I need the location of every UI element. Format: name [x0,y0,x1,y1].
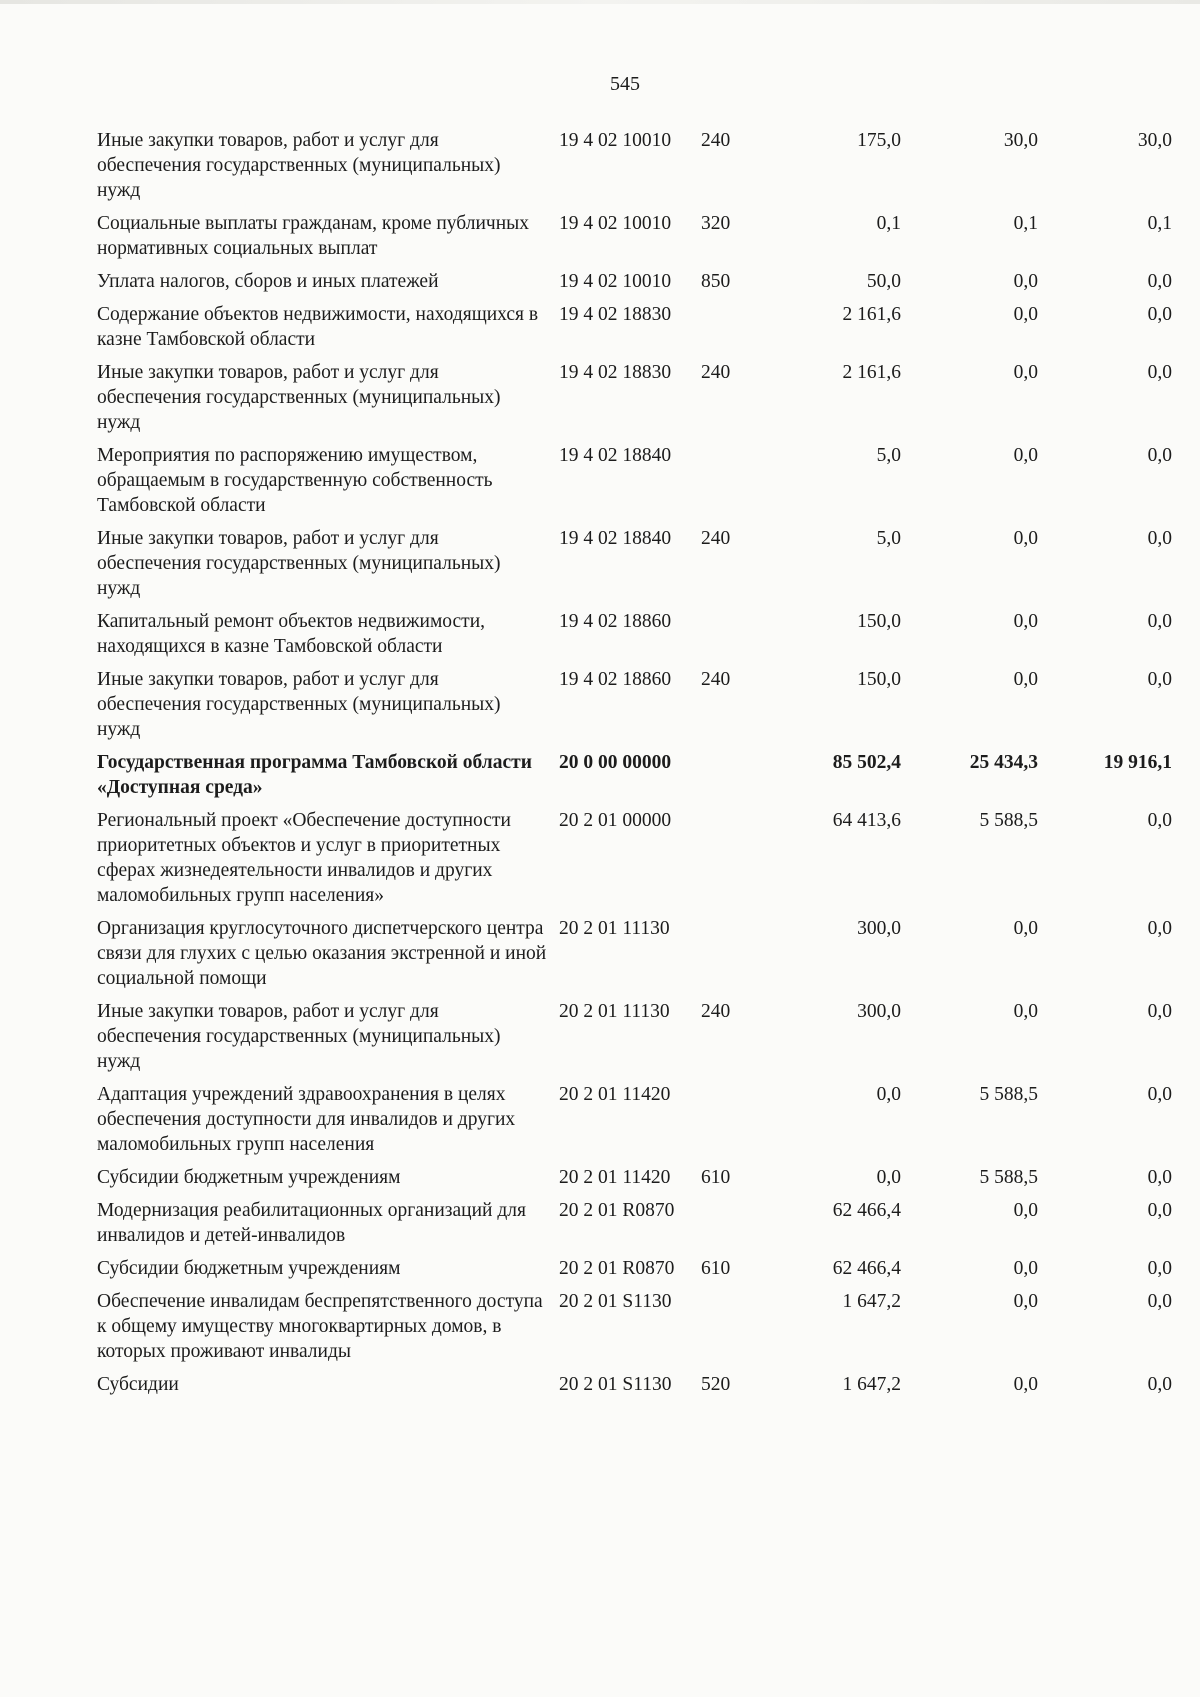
table-row [97,128,1172,211]
row-name: Уплата налогов, сборов и иных платежей [97,271,439,292]
row-target-article-code: 19 4 02 18840 [559,528,672,549]
row-expense-type-code: 850 [701,271,731,292]
row-amount-year-3: 0,0 [1147,1001,1172,1022]
row-expense-type-code: 520 [701,1374,731,1395]
row-name: Адаптация учреждений здравоохранения в целях обеспечения доступности для инвалидов и других маломобильных групп населения [97,1084,516,1155]
row-target-article-code: 19 4 02 10010 [559,213,672,234]
row-amount-year-1: 0,0 [876,1167,901,1188]
row-amount-year-1: 175,0 [857,130,901,151]
page-number: 545 [610,73,640,95]
row-name: Иные закупки товаров, работ и услуг для обеспечения государственных (муниципальных) нужд [97,528,501,599]
row-amount-year-1: 300,0 [857,1001,901,1022]
row-expense-type-code: 610 [701,1258,731,1279]
row-amount-year-1: 62 466,4 [832,1258,901,1279]
row-target-article-code: 20 2 01 11130 [559,918,670,939]
row-amount-year-1: 150,0 [857,669,901,690]
row-amount-year-2: 0,0 [1013,1374,1038,1395]
row-expense-type-code [701,916,761,999]
row-expense-type-code: 240 [701,528,731,549]
row-amount-year-3: 0,0 [1147,1200,1172,1221]
row-amount-year-3: 0,0 [1147,362,1172,383]
table-row [97,211,1172,269]
row-expense-type-code: 240 [701,669,731,690]
row-amount-year-3: 0,0 [1147,918,1172,939]
row-target-article-code: 19 4 02 18830 [559,304,672,325]
row-name: Организация круглосуточного диспетчерского центра связи для глухих с целью оказания экстренной и иной социальной помощи [97,918,547,989]
row-amount-year-2: 25 434,3 [969,752,1038,773]
row-name: Государственная программа Тамбовской области «Доступная среда» [97,752,532,798]
row-amount-year-3: 30,0 [1137,130,1172,151]
table-row [97,808,1172,916]
row-name: Субсидии бюджетным учреждениям [97,1258,401,1279]
row-expense-type-code [701,609,761,667]
row-amount-year-2: 5 588,5 [979,1167,1038,1188]
row-amount-year-3: 0,0 [1147,1291,1172,1312]
row-amount-year-3: 0,0 [1147,1374,1172,1395]
row-target-article-code: 19 4 02 18840 [559,445,672,466]
row-amount-year-2: 5 588,5 [979,810,1038,831]
row-expense-type-code: 240 [701,130,731,151]
row-expense-type-code: 610 [701,1167,731,1188]
table-row [97,1289,1172,1372]
row-amount-year-2: 30,0 [1003,130,1038,151]
row-amount-year-2: 0,0 [1013,1001,1038,1022]
row-amount-year-2: 0,0 [1013,362,1038,383]
row-amount-year-2: 0,0 [1013,1291,1038,1312]
row-amount-year-1: 85 502,4 [832,752,901,773]
table-row [97,999,1172,1082]
table-row [97,302,1172,360]
row-amount-year-2: 0,0 [1013,918,1038,939]
row-amount-year-3: 0,0 [1147,528,1172,549]
row-amount-year-1: 62 466,4 [832,1200,901,1221]
row-amount-year-2: 0,0 [1013,271,1038,292]
row-expense-type-code: 240 [701,1001,731,1022]
row-amount-year-3: 0,1 [1147,213,1172,234]
table-row [97,1165,1172,1198]
table-body [97,128,1172,1405]
row-name: Модернизация реабилитационных организаций для инвалидов и детей-инвалидов [97,1200,526,1246]
row-target-article-code: 19 4 02 10010 [559,130,672,151]
row-name: Мероприятия по распоряжению имуществом, обращаемым в государственную собственность Тамбовской области [97,445,493,516]
table-row [97,269,1172,302]
table-row [97,609,1172,667]
row-name: Обеспечение инвалидам беспрепятственного доступа к общему имуществу многоквартирных домов, в которых проживают инвалиды [97,1291,543,1362]
row-target-article-code: 19 4 02 18830 [559,362,672,383]
row-expense-type-code [701,302,761,360]
row-name: Иные закупки товаров, работ и услуг для обеспечения государственных (муниципальных) нужд [97,362,501,433]
row-amount-year-1: 1 647,2 [842,1374,901,1395]
row-expense-type-code [701,750,761,808]
table-row [97,526,1172,609]
table-row [97,750,1172,808]
row-amount-year-2: 0,1 [1013,213,1038,234]
row-name: Содержание объектов недвижимости, находящихся в казне Тамбовской области [97,304,539,350]
budget-table [97,128,1172,1405]
row-amount-year-1: 50,0 [866,271,901,292]
row-amount-year-3: 19 916,1 [1103,752,1172,773]
row-amount-year-1: 300,0 [857,918,901,939]
row-amount-year-1: 1 647,2 [842,1291,901,1312]
row-amount-year-3: 0,0 [1147,445,1172,466]
row-amount-year-2: 0,0 [1013,1200,1038,1221]
row-amount-year-1: 64 413,6 [832,810,901,831]
row-target-article-code: 19 4 02 18860 [559,611,672,632]
row-target-article-code: 19 4 02 10010 [559,271,672,292]
row-amount-year-2: 0,0 [1013,1258,1038,1279]
row-amount-year-1: 5,0 [876,528,901,549]
row-target-article-code: 20 2 01 R0870 [559,1258,675,1279]
row-name: Капитальный ремонт объектов недвижимости, находящихся в казне Тамбовской области [97,611,486,657]
row-expense-type-code: 240 [701,362,731,383]
row-target-article-code: 20 2 01 11130 [559,1001,670,1022]
row-amount-year-1: 0,1 [876,213,901,234]
row-amount-year-2: 0,0 [1013,611,1038,632]
table-row [97,1082,1172,1165]
row-name: Иные закупки товаров, работ и услуг для обеспечения государственных (муниципальных) нужд [97,669,501,740]
row-name: Иные закупки товаров, работ и услуг для обеспечения государственных (муниципальных) нужд [97,130,501,201]
row-amount-year-1: 5,0 [876,445,901,466]
row-target-article-code: 20 2 01 00000 [559,810,672,831]
row-expense-type-code [701,1289,761,1372]
row-expense-type-code [701,1198,761,1256]
row-amount-year-2: 5 588,5 [979,1084,1038,1105]
row-amount-year-3: 0,0 [1147,1167,1172,1188]
row-amount-year-1: 2 161,6 [842,362,901,383]
row-amount-year-3: 0,0 [1147,611,1172,632]
row-target-article-code: 20 0 00 00000 [559,752,672,773]
row-target-article-code: 20 2 01 11420 [559,1167,671,1188]
table-row [97,1256,1172,1289]
table-row [97,1372,1172,1405]
row-name: Субсидии бюджетным учреждениям [97,1167,401,1188]
table-row [97,360,1172,443]
scan-edge [0,0,1200,4]
row-expense-type-code [701,1082,761,1165]
row-target-article-code: 20 2 01 S1130 [559,1374,672,1395]
row-amount-year-1: 150,0 [857,611,901,632]
row-expense-type-code [701,808,761,916]
row-amount-year-1: 2 161,6 [842,304,901,325]
row-amount-year-3: 0,0 [1147,669,1172,690]
table-row [97,916,1172,999]
row-amount-year-3: 0,0 [1147,271,1172,292]
table-row [97,443,1172,526]
table-row [97,667,1172,750]
row-expense-type-code [701,443,761,526]
row-target-article-code: 19 4 02 18860 [559,669,672,690]
row-expense-type-code: 320 [701,213,731,234]
row-amount-year-2: 0,0 [1013,445,1038,466]
row-amount-year-3: 0,0 [1147,1084,1172,1105]
row-name: Субсидии [97,1374,179,1395]
row-amount-year-2: 0,0 [1013,528,1038,549]
row-amount-year-2: 0,0 [1013,304,1038,325]
row-amount-year-3: 0,0 [1147,810,1172,831]
row-target-article-code: 20 2 01 11420 [559,1084,671,1105]
row-amount-year-3: 0,0 [1147,304,1172,325]
row-name: Региональный проект «Обеспечение доступности приоритетных объектов и услуг в приоритетных сферах жизнедеятельности инвалидов и других маломобильных групп населения» [97,810,511,906]
row-amount-year-1: 0,0 [876,1084,901,1105]
row-amount-year-2: 0,0 [1013,669,1038,690]
row-target-article-code: 20 2 01 S1130 [559,1291,672,1312]
table-row [97,1198,1172,1256]
row-name: Иные закупки товаров, работ и услуг для обеспечения государственных (муниципальных) нужд [97,1001,501,1072]
row-target-article-code: 20 2 01 R0870 [559,1200,675,1221]
row-name: Социальные выплаты гражданам, кроме публичных нормативных социальных выплат [97,213,529,259]
row-amount-year-3: 0,0 [1147,1258,1172,1279]
